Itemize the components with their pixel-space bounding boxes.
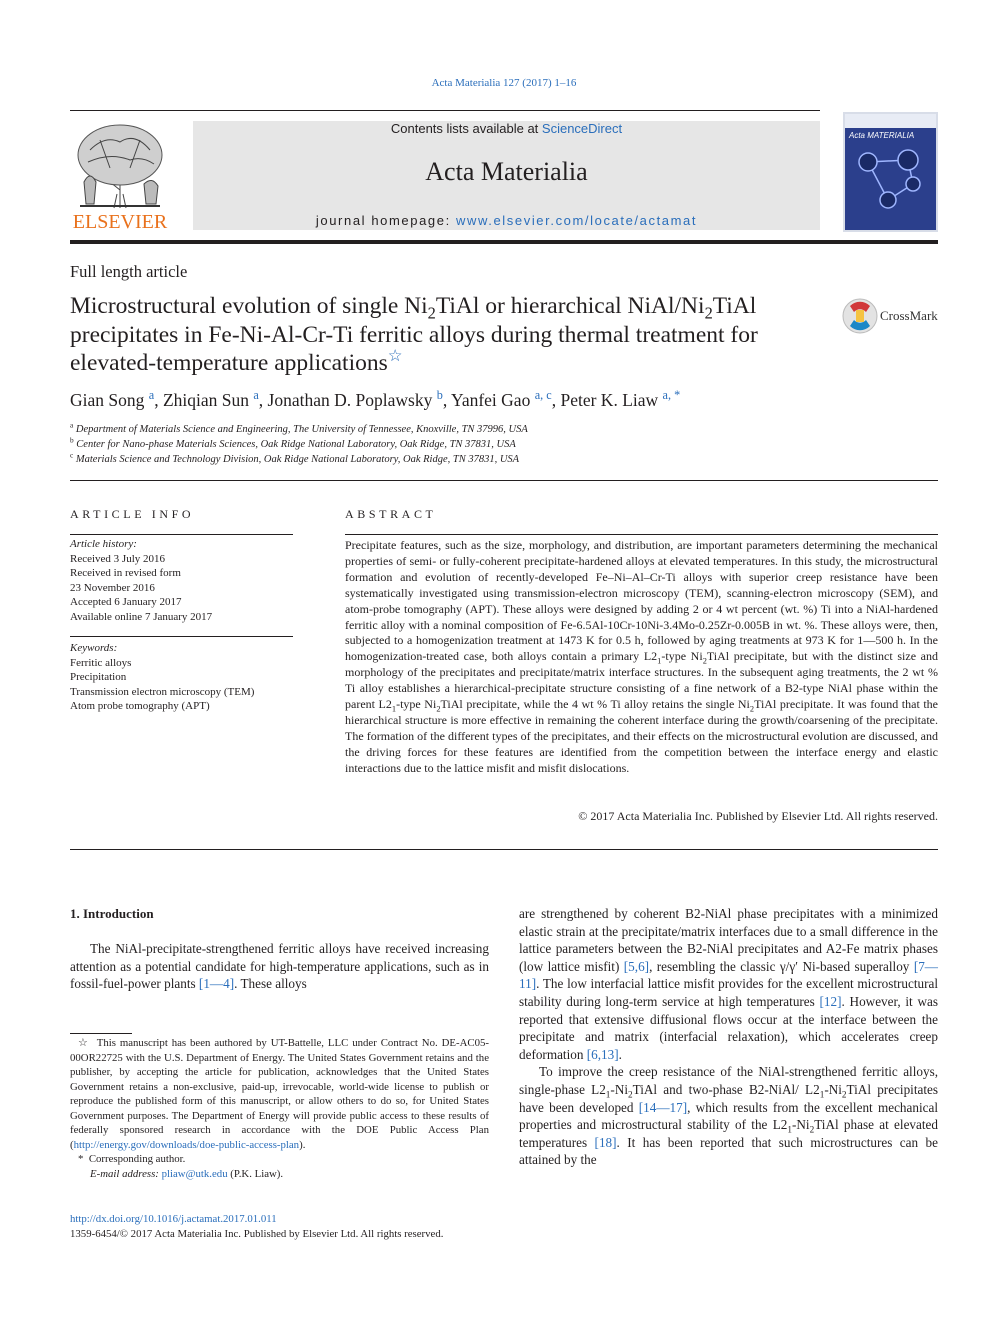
doe-access-plan-link[interactable]: http://energy.gov/downloads/doe-public-access-plan [73,1138,300,1151]
divider [345,534,938,535]
history-item: Accepted 6 January 2017 [70,596,182,608]
footnote-rule [70,1033,132,1034]
affiliation-list [70,422,528,467]
citation-link[interactable]: [5,6] [623,958,650,974]
title-footnote-mark[interactable]: ☆ [387,346,403,366]
footnote-email: E-mail address: pliaw@utk.edu (P.K. Liaw). [90,1167,284,1180]
author-affiliation-mark[interactable]: a [253,388,259,403]
issn-line: 1359-6454/© 2017 Acta Materialia Inc. Published by Elsevier Ltd. All rights reserved. [70,1228,444,1240]
body-column-left [70,940,489,993]
homepage-link[interactable]: www.elsevier.com/locate/actamat [456,213,698,228]
keyword-item: Ferritic alloys [70,656,132,669]
svg-text:CrossMark: CrossMark [880,308,938,323]
svg-text:Acta MATERIALIA: Acta MATERIALIA [849,131,915,140]
contents-line [193,121,820,136]
keywords-label: Keywords: [70,642,118,654]
article-type: Full length article [70,262,188,281]
article-info-heading: ARTICLE INFO [70,507,195,521]
footnotes [70,1036,489,1181]
journal-cover-image[interactable] [843,112,938,232]
history-label: Article history: [70,538,137,550]
citation-link[interactable]: [7—11] [519,958,938,992]
paragraph: To improve the creep resistance of the NiAl-strengthened ferritic alloys, single-phase $L2_1-Ni_2TiAl$ and two-phase B2-NiAl/ $L2_1-Ni_2TiAl$ precipitates have been developed [14—17], which results from the excellent mechanical properties and microstructural stability of the $L2_1-Ni_2TiAl$ phase at elevated temperatures [18]. It has been reported that such microstructures can be attained by the [519,1064,938,1168]
journal-homepage-line [193,213,820,228]
citation-link[interactable]: [18] [594,1134,617,1150]
author-affiliation-mark[interactable]: a, * [662,388,681,403]
journal-reference[interactable]: Acta Materialia 127 (2017) 1–16 [431,77,577,89]
keywords [70,641,293,714]
keyword-item: Precipitation [70,671,127,683]
author-name: Jonathan D. Poplawsky [267,390,433,410]
history-item: Received in revised form [70,567,181,579]
body-column-right [519,905,938,1169]
author-name: Yanfei Gao [450,390,531,410]
footnote-corresponding: * Corresponding author. [78,1153,186,1165]
article-title: Microstructural evolution of single $Ni_2TiAl$ or hierarchical NiAl/$Ni_2TiAl$ precipitates in Fe-Ni-Al-Cr-Ti ferritic alloys during thermal treatment for elevated-temperature applications☆ [70,293,758,376]
keyword-item: Transmission electron microscopy (TEM) [70,685,255,698]
citation-link[interactable]: [6,13] [586,1046,619,1062]
contents-prefix: Contents lists available at [390,121,542,136]
article-history [70,537,293,624]
author-name: Zhiqian Sun [162,390,249,410]
affiliation-item: $^a$ Department of Materials Science and Engineering, The University of Tennessee, Knoxville, TN 37996, USA [70,420,528,435]
footnote-funding: ☆ This manuscript has been authored by UT-Battelle, LLC under Contract No. DE-AC05-00OR22725 with the U.S. Department of Energy. The United States Government retains and the publisher, by accepting the article for publication, acknowledges that the United States Government retains a non-exclusive, paid-up, irrevocable, world-wide license to publish or reproduce the published form of this manuscript, or allow others to do so, for United States Government purposes. The Department of Energy will provide public access to these results of federally sponsored research in accordance with the DOE Public Access Plan (http://energy.gov/downloads/doe-public-access-plan). [70,1037,489,1151]
author-name: Peter K. Liaw [560,390,659,410]
svg-text:ELSEVIER: ELSEVIER [72,211,168,232]
citation-link[interactable]: [12] [819,993,842,1009]
citation-link[interactable]: [1—4] [198,976,235,992]
history-item: Available online 7 January 2017 [70,610,213,623]
divider [70,480,938,481]
divider [70,849,938,850]
abstract-text: Precipitate features, such as the size, morphology, and distribution, are important parameters determining the mechanical properties of semi- or fully-coherent precipitate-hardened alloys at elevated temperatures. In this study, the microstructural formation and evolution of recently-developed Fe–Ni–Al–Cr-Ti alloys with superior creep resistance have been systematically investigated using transmission-electron microscopy (TEM), scanning-electron microscopy (SEM), and atom-probe tomography (APT). These alloys were designed by adding 2 or 4 wt percent (wt. %) Ti into a NiAl-hardened ferritic alloy with a nominal composition of Fe-6.5Al-10Cr-10Ni-3.4Mo-0.25Zr-0.005B in wt. %. These alloys were, then, subjected to a homogenization treatment at 1473 K for 0.5 h, followed by aging treatments at 973 K for 1—500 h. In the homogenization-treated case, both alloys contain a primary $L2_1$-type $Ni_2TiAl$ precipitate, but with the distinct size and morphology of the precipitates and precipitate/matrix interface structures. In the subsequent aging treatments, the 2 wt % Ti alloy establishes a hierarchical-precipitate structure consisting of a fine network of a B2-type NiAl phase within the parent $L2_1$-type $Ni_2TiAl$ precipitate, while the 4 wt % Ti alloy retains the single $Ni_2TiAl$ precipitate. It was found that the hierarchical structure is more effective in remaining the coherent interface during the growth/coarsening of the precipitate. The formation of the different types of the precipitates, and their effects on the microstructural evolution are discussed, and the driving forces for these features are identified from the competition between the interface energy and elastic interactions due to the lattice misfit and misfit dislocations. [345,538,939,775]
journal-title: Acta Materialia [425,157,588,186]
author-name: Gian Song [70,390,145,410]
paragraph: are strengthened by coherent B2-NiAl phase precipitates with a minimized elastic strain at the precipitate/matrix interfaces due to a small difference in the lattice parameters between the B2-NiAl precipitates and A2-Fe matrix phases (low lattice misfit) [5,6], resembling the classic γ/γ′ Ni-based superalloy [7—11]. The low interfacial lattice misfit provides for the excellent microstructural stability during long-term service at high temperatures [12]. However, it was reported that extensive diffusional flows occur at the interface between the precipitate and matrix (interfacial relaxation), which accelerates creep deformation [6,13]. [519,906,938,1062]
sciencedirect-link[interactable]: ScienceDirect [541,121,623,136]
section-heading-introduction: 1. Introduction [70,906,154,921]
author-list: Gian Song $^a$, Zhiqian Sun $^a$, Jonathan D. Poplawsky $^b$, Yanfei Gao $^{a, c}$, Peter K. Liaw $^{a, *}$ [70,388,681,410]
author-affiliation-mark[interactable]: a [148,388,155,403]
author-affiliation-mark[interactable]: a, c [534,388,552,403]
divider [70,636,293,637]
doi-block [70,1212,443,1242]
abstract-copyright: © 2017 Acta Materialia Inc. Published by Elsevier Ltd. All rights reserved. [578,809,938,823]
homepage-prefix: journal homepage: [315,213,457,228]
keyword-item: Atom probe tomography (APT) [70,700,210,712]
author-affiliation-mark[interactable]: b [436,388,443,403]
crossmark-badge[interactable] [842,296,952,336]
divider [70,534,293,535]
paragraph: The NiAl-precipitate-strengthened ferritic alloys have received increasing attention as a potential candidate for high-temperature applications, such as in fossil-fuel-power plants [1—4]. These alloys [70,941,489,992]
header-bottom-rule [70,240,938,244]
citation-link[interactable]: [14—17] [638,1099,688,1115]
affiliation-item: $^b$ Center for Nano-phase Materials Sciences, Oak Ridge National Laboratory, Oak Ridge, TN 37831, USA [70,435,516,450]
email-link[interactable]: pliaw@utk.edu [161,1167,228,1180]
affiliation-item: $^c$ Materials Science and Technology Division, Oak Ridge National Laboratory, Oak Ridge, TN 37831, USA [70,450,520,465]
history-item: Received 3 July 2016 [70,552,166,565]
header-top-rule [70,110,820,111]
doi-link[interactable]: http://dx.doi.org/10.1016/j.actamat.2017.01.011 [70,1213,277,1225]
abstract-heading: ABSTRACT [345,507,437,521]
history-item: 23 November 2016 [70,581,155,594]
elsevier-logo [70,120,172,232]
